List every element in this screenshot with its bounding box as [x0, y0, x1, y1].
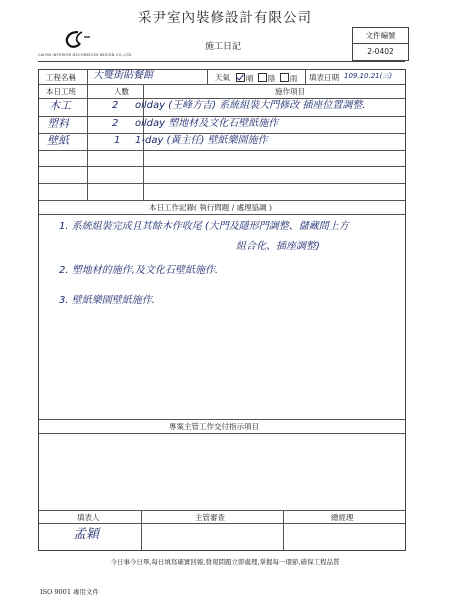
- work-record-title: 本日工作記錄( 執行問題 / 處理協調 ): [149, 203, 272, 212]
- work-record-item-1-cont: 組合化、插座調整): [236, 241, 320, 252]
- doc-code-label: 文件編號: [353, 28, 408, 44]
- weather-label: 天氣: [215, 73, 230, 82]
- crew-count-3: 1: [114, 135, 121, 146]
- crew-count-2: 2: [112, 118, 119, 129]
- col-team: 本日工班: [46, 87, 76, 96]
- filler-label: 填表人: [77, 513, 100, 522]
- company-logo-icon: [38, 28, 108, 54]
- col-items: 施作項目: [275, 87, 305, 96]
- supervisor-title: 專案主管工作交付指示項目: [169, 422, 259, 431]
- crew-team-3: 壁紙: [47, 134, 69, 147]
- weather-cloudy-checkbox[interactable]: [258, 73, 267, 82]
- company-name: 采尹室內裝修設計有限公司: [138, 10, 312, 26]
- footer-note: 今日事今日畢,每日填寫確實回報,發現問題立即處理,掌握每一環節,確保工程品質: [110, 558, 340, 566]
- weather-sunny-checkbox[interactable]: [236, 73, 245, 82]
- project-label: 工程名稱: [46, 73, 76, 82]
- work-record-item-2: 2. 塑地材的施作,及文化石壁紙施作.: [59, 265, 219, 276]
- crew-row-empty-1: [39, 166, 405, 167]
- crew-items-2: oilday 塑地材及文化石壁紙施作: [135, 118, 279, 129]
- project-name: 大雙街貼餐館: [93, 70, 153, 81]
- crew-items-1: oilday (王峰方吉) 系統組裝大門修改 插座位置調整.: [135, 100, 366, 111]
- work-record-item-3: 3. 壁紙樂園壁紙施作.: [59, 295, 155, 306]
- header-rule: [38, 61, 405, 62]
- manager-label: 主管審查: [195, 513, 225, 522]
- work-record-item-1: 1. 系統組裝完成且其餘木作收尾 (大門及隱形門調整、儲藏間上方: [59, 221, 349, 232]
- filler-signature: 孟穎: [73, 527, 100, 542]
- weather-options: 晴 陰 雨: [236, 73, 297, 83]
- weather-rain-checkbox[interactable]: [280, 73, 289, 82]
- doc-code-value: 2-0402: [367, 47, 394, 56]
- gm-label: 總經理: [331, 513, 354, 522]
- logo-text: CAIYIN INTERIOR DECORATION DESIGN CO.,LTD.: [38, 53, 133, 57]
- col-count: 人數: [114, 87, 129, 96]
- crew-count-1: 2: [112, 100, 119, 111]
- date-label: 填表日期: [309, 73, 339, 82]
- date-value: 109.10.21(三): [344, 72, 393, 80]
- crew-team-2: 塑料: [47, 117, 69, 130]
- crew-row-empty-2: [39, 183, 405, 184]
- doc-title: 施工日記: [205, 42, 242, 52]
- form-frame: [38, 69, 406, 551]
- crew-team-1: 木工: [49, 99, 71, 112]
- iso-note: ISO 9001 專用文件: [40, 588, 100, 596]
- crew-items-3: 1-day (黃主任) 壁紙樂園施作: [135, 135, 268, 146]
- doc-code-box: [352, 27, 409, 61]
